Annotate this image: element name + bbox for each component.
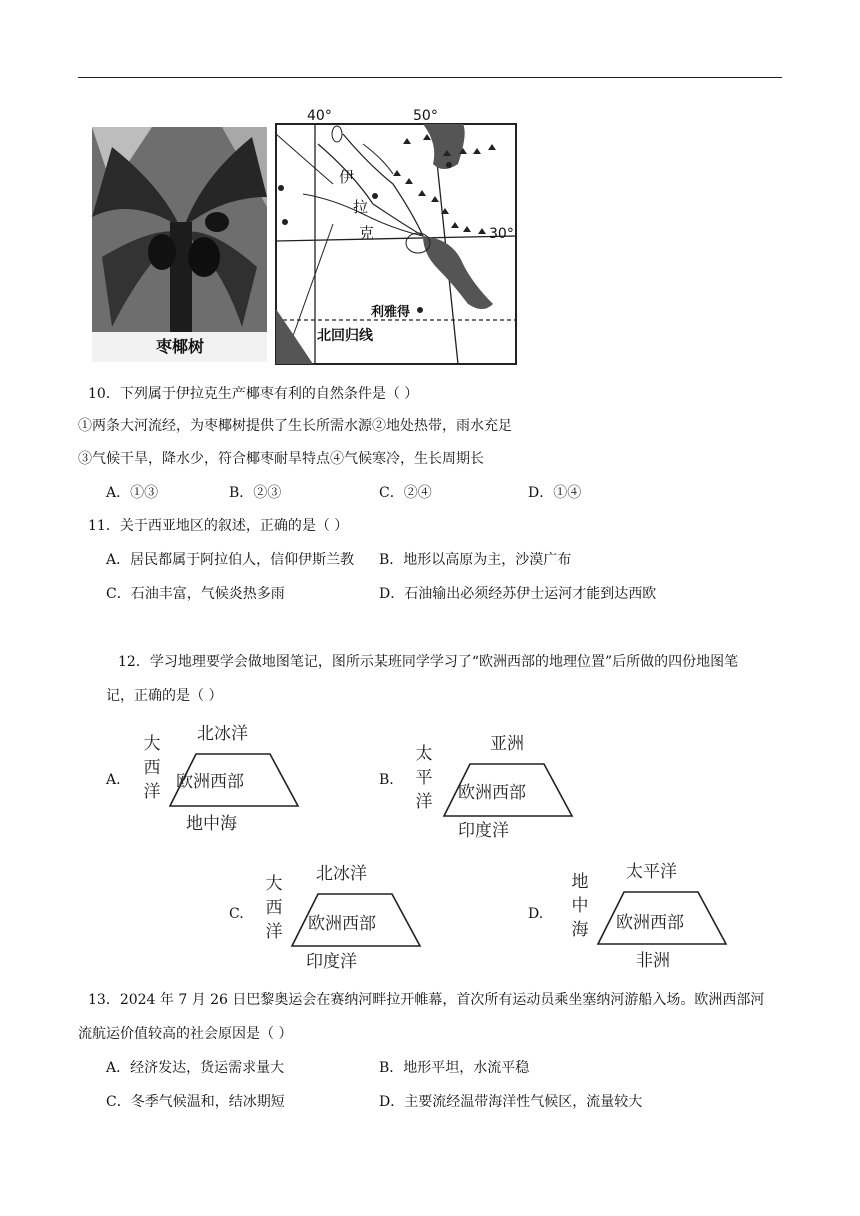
q12-c-bottom: 印度洋 (306, 952, 357, 972)
q11-option-d: D．石油输出必须经苏伊士运河才能到达西欧 (379, 586, 657, 602)
q13-option-d: D．主要流经温带海洋性气候区，流量较大 (379, 1094, 643, 1110)
q10-option-c: C．②④ (379, 485, 432, 501)
q11-option-a: A．居民都属于阿拉伯人，信仰伊斯兰教 (106, 552, 355, 568)
q10-option-b: B．②③ (229, 485, 282, 501)
q12-d-side: 地 中 海 (571, 872, 589, 940)
q12-d-bottom: 非洲 (636, 951, 670, 971)
map-lat30: 30° (489, 226, 514, 242)
q12-b-center: 欧洲西部 (458, 783, 526, 803)
q12-d-top: 太平洋 (626, 862, 677, 882)
q12-a-top: 北冰洋 (197, 724, 248, 744)
q12-a-bottom: 地中海 (186, 814, 237, 834)
q12-option-b-label: B. (379, 772, 394, 788)
q12-stem-line2: 记，正确的是（ ） (106, 688, 223, 704)
q12-option-a-label: A. (106, 772, 121, 788)
q13-stem-line2: 流航运价值较高的社会原因是（ ） (78, 1026, 293, 1042)
map-city: 利雅得 (371, 305, 411, 320)
q12-a-center: 欧洲西部 (176, 772, 244, 792)
photo-caption: 枣椰树 (155, 337, 204, 356)
iraq-map (273, 104, 521, 366)
q13-option-c: C．冬季气候温和，结冰期短 (106, 1094, 285, 1110)
date-palm-photo (92, 127, 267, 362)
q13-option-b: B．地形平坦，水流平稳 (379, 1060, 530, 1076)
q11-option-b: B．地形以高原为主，沙漠广布 (379, 552, 572, 568)
q12-b-top: 亚洲 (490, 734, 524, 754)
q10-line1: ①两条大河流经，为枣椰树提供了生长所需水源②地处热带，雨水充足 (78, 418, 512, 434)
map-lon40: 40° (307, 108, 332, 124)
q12-b-bottom: 印度洋 (458, 821, 509, 841)
q12-stem-line1: 12．学习地理要学会做地图笔记，图所示某班同学学习了“欧洲西部的地理位置”后所做的四份地图笔 (118, 654, 739, 670)
map-country-2: 拉 (353, 198, 369, 216)
q10-option-d: D．①④ (528, 485, 582, 501)
q12-option-d-label: D. (528, 906, 544, 922)
q11-stem: 11．关于西亚地区的叙述，正确的是（ ） (88, 518, 349, 534)
q13-option-a: A．经济发达，货运需求量大 (106, 1060, 285, 1076)
q13-stem-line1: 13．2024 年 7 月 26 日巴黎奥运会在赛纳河畔拉开帷幕，首次所有运动员乘坐塞纳河游船入场。欧洲西部河 (88, 992, 765, 1008)
map-tropic: 北回归线 (317, 328, 373, 344)
q12-option-c-label: C. (229, 906, 244, 922)
map-lon50: 50° (413, 108, 438, 124)
q12-c-side: 大 西 洋 (265, 874, 283, 942)
q12-a-side: 大 西 洋 (143, 734, 161, 802)
map-country-1: 伊 (339, 168, 355, 186)
q10-line2: ③气候干旱，降水少，符合椰枣耐旱特点④气候寒冷，生长周期长 (78, 451, 484, 467)
q11-option-c: C．石油丰富，气候炎热多雨 (106, 586, 285, 602)
q10-stem: 10．下列属于伊拉克生产椰枣有利的自然条件是（ ） (88, 386, 419, 402)
header-rule (78, 77, 782, 78)
map-country-3: 克 (359, 224, 375, 242)
q12-d-center: 欧洲西部 (616, 913, 684, 933)
q12-c-top: 北冰洋 (316, 864, 367, 884)
q10-option-a: A．①③ (106, 485, 159, 501)
q12-b-side: 太 平 洋 (415, 744, 433, 812)
q12-c-center: 欧洲西部 (308, 914, 376, 934)
